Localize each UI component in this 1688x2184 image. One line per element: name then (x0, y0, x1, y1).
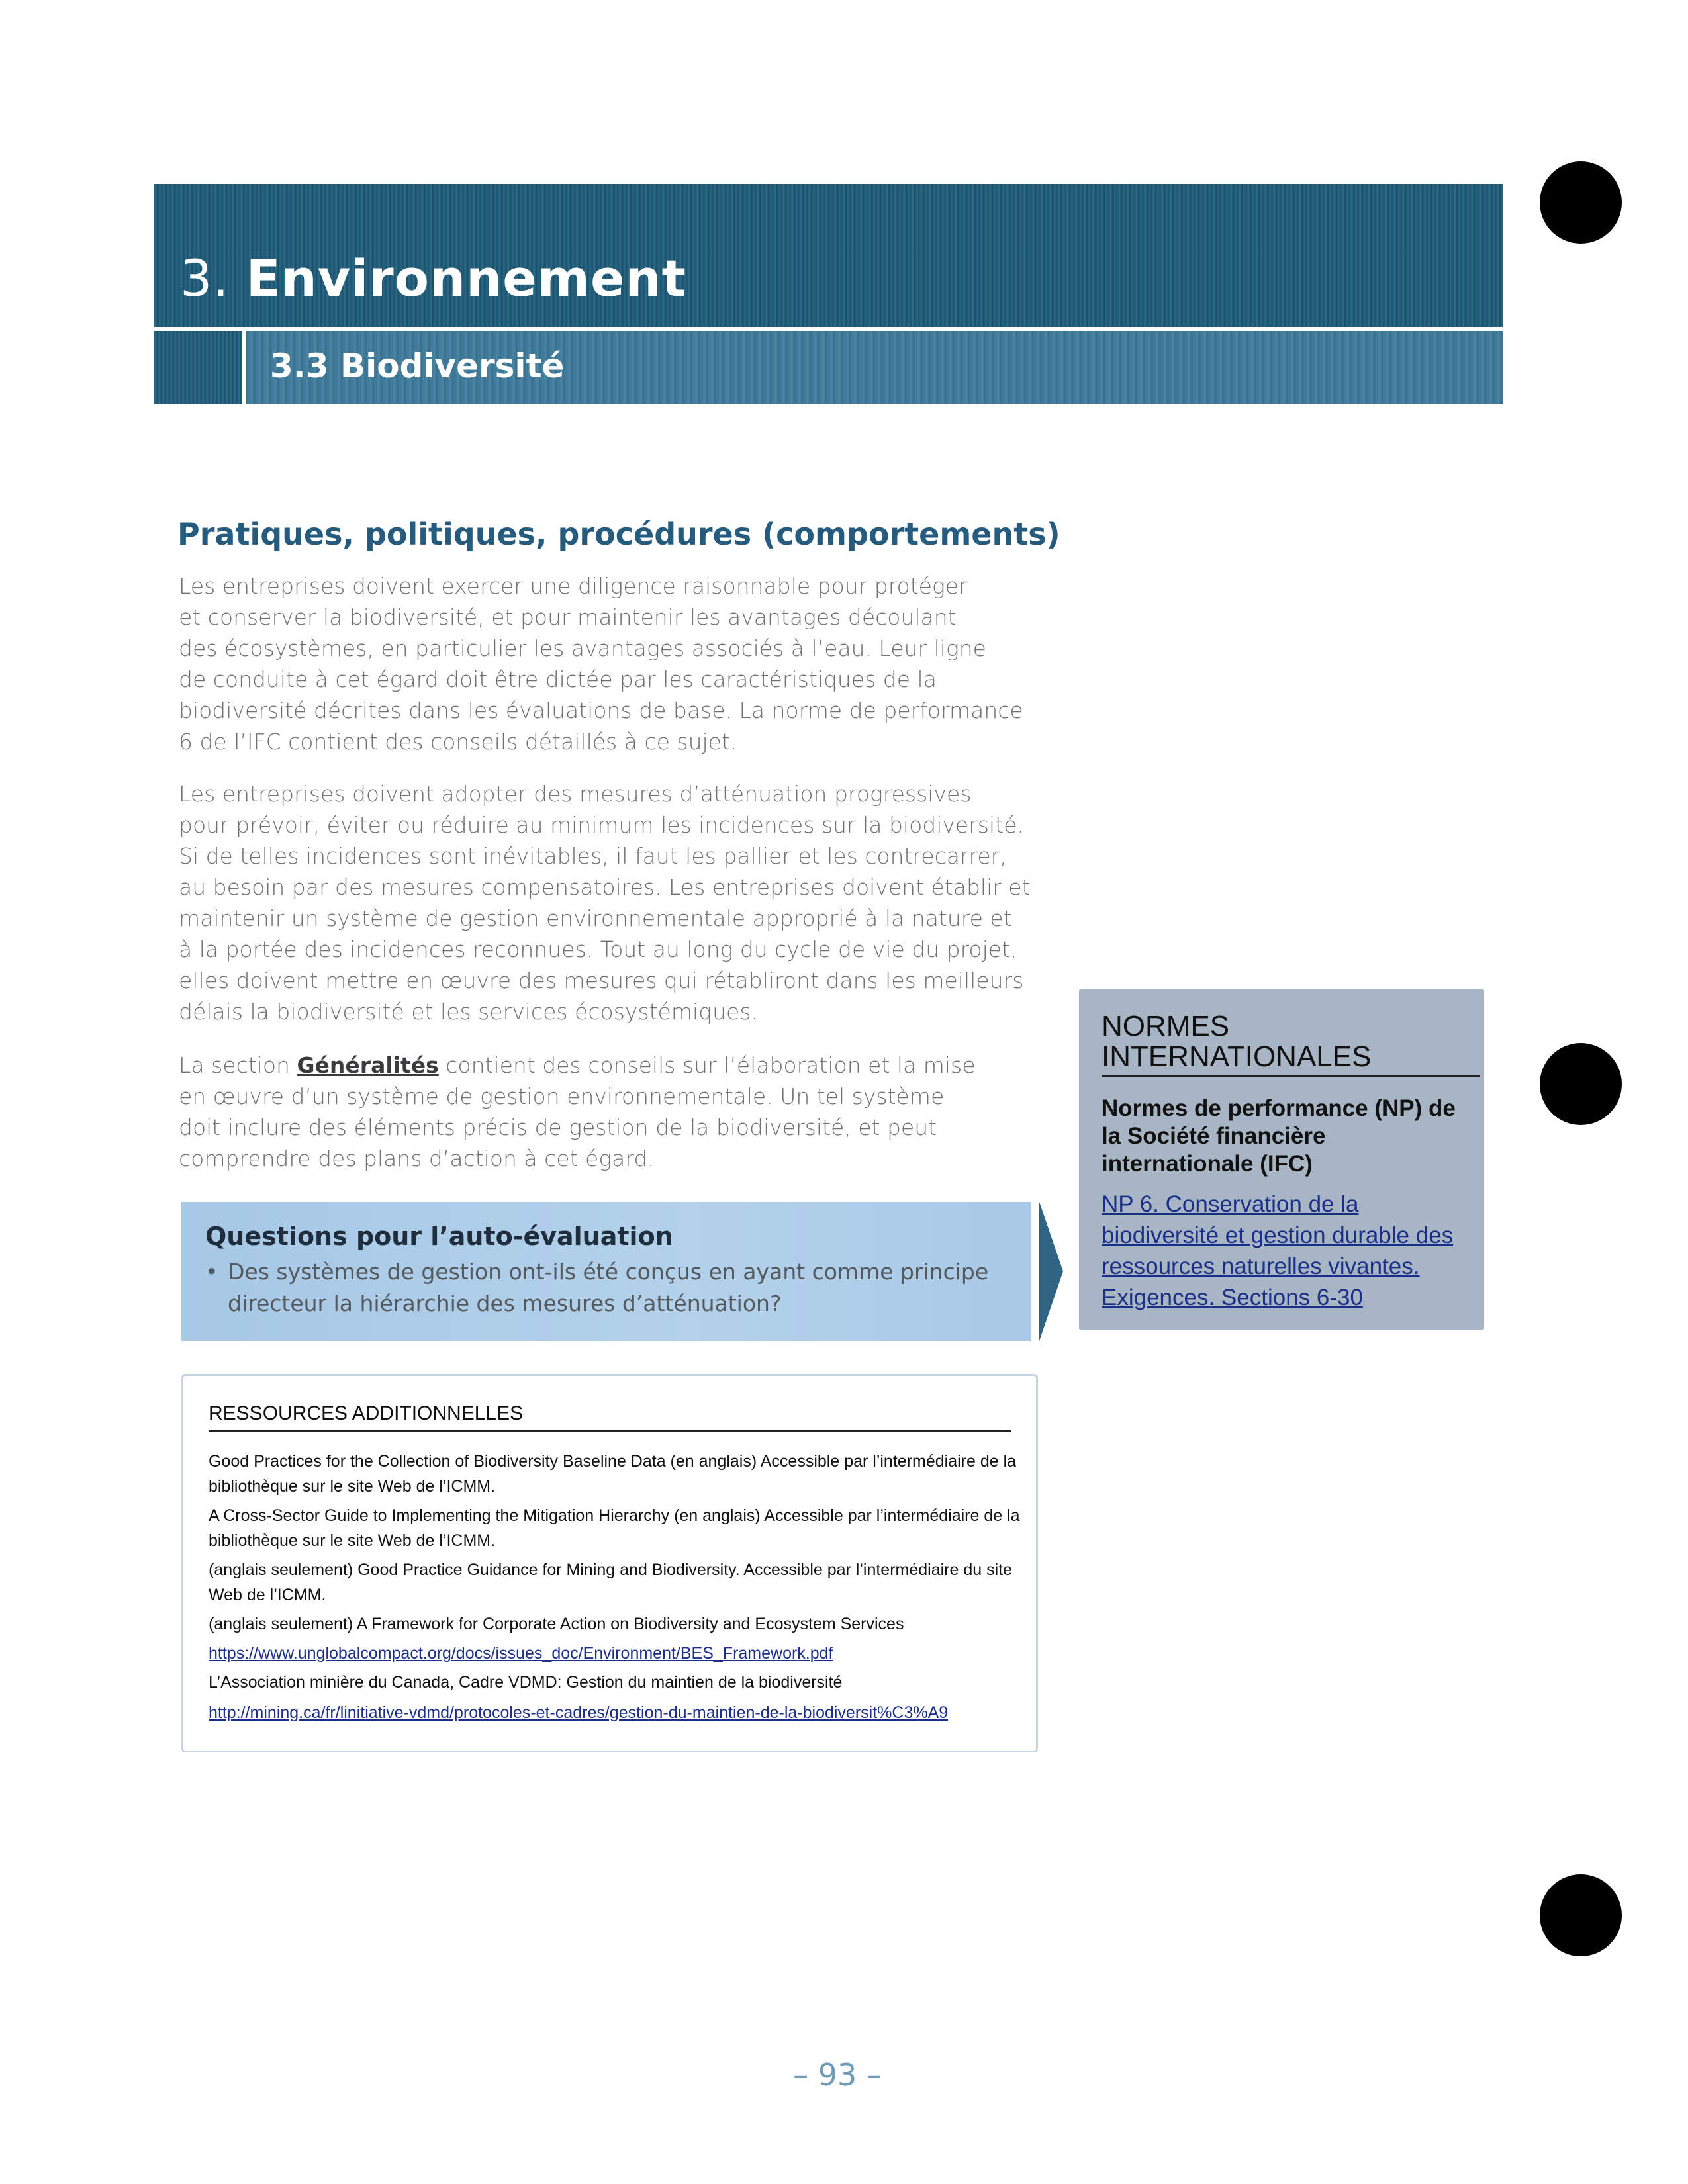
paragraph-3 (179, 1050, 1046, 1174)
resource-item: Good Practices for the Collection of Biodiversity Baseline Data (en anglais) Accessible par l’intermédiaire de la bibliothèque sur le site Web de l’ICMM. (209, 1452, 1017, 1496)
paragraph-1: Les entreprises doivent exercer une diligence raisonnable pour protéger et conserver la biodiversité, et pour maintenir les avantages découlant des écosystèmes, en particulier les avantages associés à l’eau. Leur ligne de conduite à cet égard doit être dictée par les caractéristiques de la biodiversité décrites dans les évaluations de base. La norme de performance 6 de l’IFC contient des conseils détaillés à ce sujet. (179, 573, 1023, 754)
standards-title: NORMES INTERNATIONALES (1102, 1010, 1372, 1073)
paragraph-3-prefix: La section (179, 1052, 297, 1078)
page-number: – 93 – (793, 2057, 882, 2093)
resource-item: (anglais seulement) A Framework for Corporate Action on Biodiversity and Ecosystem Services (209, 1615, 904, 1633)
resources-title: RESSOURCES ADDITIONNELLES (209, 1402, 524, 1424)
arrow-right-icon (1039, 1202, 1063, 1341)
section-heading: Pratiques, politiques, procédures (comportements) (177, 516, 1060, 552)
self-assessment-question: Des systèmes de gestion ont-ils été conçus en ayant comme principe directeur la hiérarchie des mesures d’atténuation? (228, 1259, 989, 1316)
self-assessment-title: Questions pour l’auto-évaluation (205, 1222, 673, 1251)
section-banner-strip (154, 331, 246, 404)
resource-link[interactable]: https://www.unglobalcompact.org/docs/issues_doc/Environment/BES_Framework.pdf (209, 1644, 833, 1662)
bullet-icon: • (205, 1259, 218, 1285)
standards-link[interactable]: NP 6. Conservation de la biodiversité et gestion durable des ressources naturelles vivantes. Exigences. Sections 6-30 (1102, 1191, 1454, 1310)
paragraph-2: Les entreprises doivent adopter des mesures d’atténuation progressives pour prévoir, éviter ou réduire au minimum les incidences sur la biodiversité. Si de telles incidences sont inévitables, il faut les pallier et les contrecarrer, au besoin par des mesures compensatoires. Les entreprises doivent établir et maintenir un système de gestion environnementale approprié à la nature et à la portée des incidences reconnues. Tout au long du cycle de vie du projet, elles doivent mettre en œuvre des mesures qui rétabliront dans les meilleurs délais la biodiversité et les services écosystémiques. (179, 781, 1031, 1024)
resources-divider (209, 1430, 1011, 1432)
standards-divider (1102, 1075, 1480, 1077)
chapter-title (180, 249, 686, 308)
binder-hole-top (1540, 161, 1622, 244)
binder-hole-middle (1540, 1043, 1622, 1125)
chapter-banner (154, 184, 1503, 331)
resource-item: A Cross-Sector Guide to Implementing the Mitigation Hierarchy (en anglais) Accessible par l’intermédiaire de la bibliothèque sur le site Web de l’ICMM. (209, 1506, 1020, 1550)
resource-link[interactable]: http://mining.ca/fr/linitiative-vdmd/protocoles-et-cadres/gestion-du-maintien-de-la-biodiversit%C3%A9 (209, 1704, 949, 1722)
generalites-link[interactable]: Généralités (297, 1052, 439, 1078)
chapter-number: 3. (180, 249, 230, 308)
self-assessment-box (181, 1202, 1031, 1341)
standards-subtitle: Normes de performance (NP) de la Société financière internationale (IFC) (1102, 1095, 1456, 1177)
chapter-name: Environnement (246, 249, 686, 308)
additional-resources-box (181, 1374, 1038, 1752)
binder-hole-bottom (1540, 1874, 1622, 1956)
paragraph-3-suffix: contient des conseils sur l’élaboration et la mise en œuvre d’un système de gestion environnementale. Un tel système doit inclure des éléments précis de gestion de la biodiversité, et peut comprendre des plans d’action à cet égard. (179, 1052, 976, 1171)
resource-item: L’Association minière du Canada, Cadre VDMD: Gestion du maintien de la biodiversité (209, 1673, 843, 1692)
section-title: 3.3 Biodiversité (270, 347, 565, 385)
resource-item: (anglais seulement) Good Practice Guidance for Mining and Biodiversity. Accessible par l’intermédiaire du site Web de l’ICMM. (209, 1561, 1013, 1604)
international-standards-box (1079, 989, 1484, 1330)
section-banner (154, 331, 1503, 404)
